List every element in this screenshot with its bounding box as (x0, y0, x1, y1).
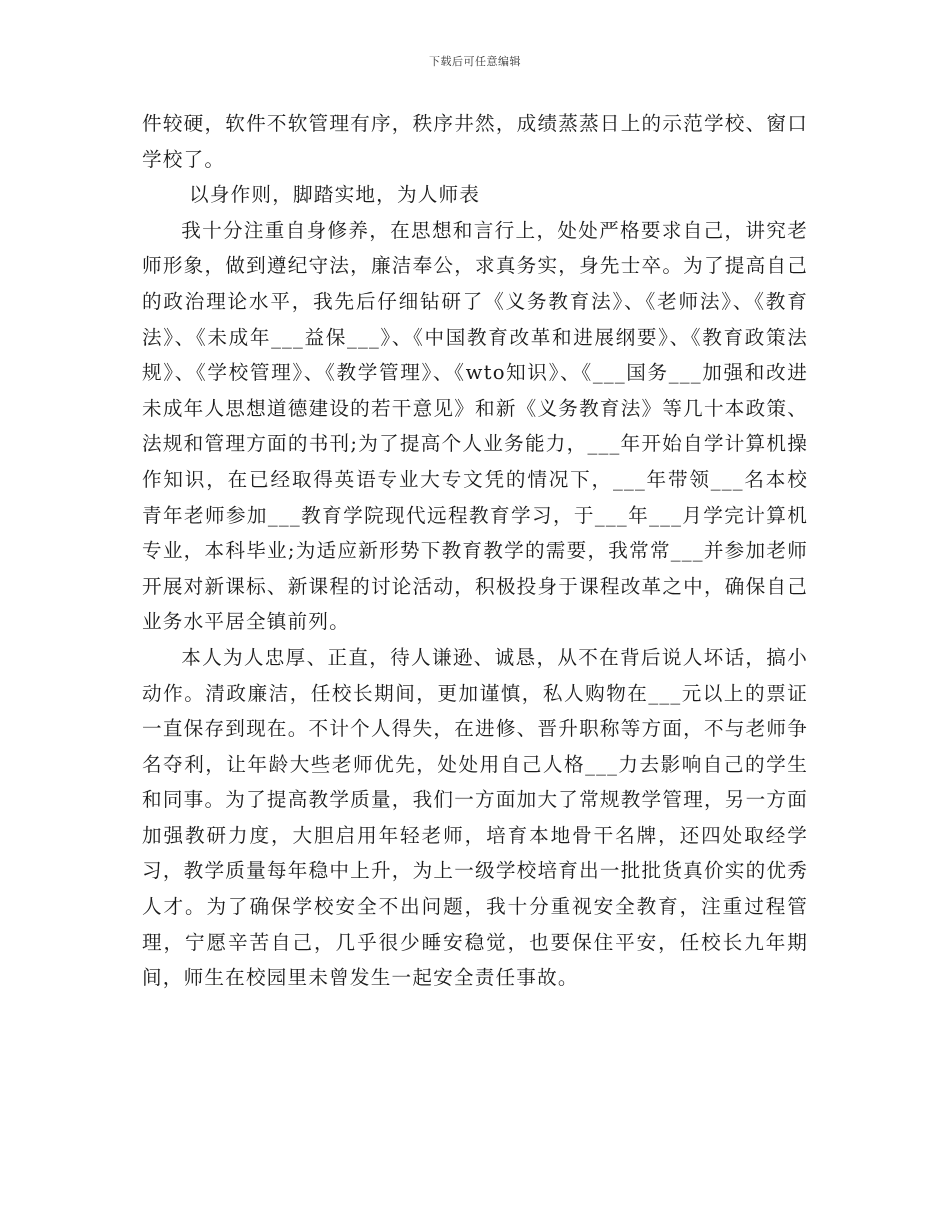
paragraph-continuation: 件较硬，软件不软管理有序，秩序井然，成绩蒸蒸日上的示范学校、窗口学校了。 (142, 112, 808, 171)
section-heading: 以身作则，脚踏实地，为人师表 (189, 183, 481, 207)
paragraph: 我十分注重自身修养，在思想和言行上，处处严格要求自己，讲究老师形象，做到遵纪守法，廉洁奉公，求真务实，身先士卒。为了提高自己的政治理论水平，我先后仔细钻研了《义务教育法》、《老师法》、《教育法》、《未成年___益保___》、《中国教育改革和进展纲要》、《教育政策法规》、《学校管理》、《教学管理》、《wto知识》、《___国务___加强和改进未成年人思想道德建设的若干意见》和新《义务教育法》等几十本政策、法规和管理方面的书刊;为了提高个人业务能力，___年开始自学计算机操作知识，在已经取得英语专业大专文凭的情况下，___年带领___名本校青年老师参加___教育学院现代远程教育学习，于___年___月学完计算机专业，本科毕业;为适应新形势下教育教学的需要，我常常___并参加老师开展对新课标、新课程的讨论活动，积极投身于课程改革之中，确保自己业务水平居全镇前列。 (142, 218, 808, 634)
page-header: 下载后可任意编辑 (429, 55, 521, 68)
paragraph: 本人为人忠厚、正直，待人谦逊、诚恳，从不在背后说人坏话，搞小动作。清政廉洁，任校长期间，更加谨慎，私人购物在___元以上的票证一直保存到现在。不计个人得失，在进修、晋升职称等方面，不与老师争名夺利，让年龄大些老师优先，处处用自己人格___力去影响自己的学生和同事。为了提高教学质量，我们一方面加大了常规教学管理，另一方面加强教研力度，大胆启用年轻老师，培育本地骨干名牌，还四处取经学习，教学质量每年稳中上升，为上一级学校培育出一批批货真价实的优秀人才。为了确保学校安全不出问题，我十分重视安全教育，注重过程管理，宁愿辛苦自己，几乎很少睡安稳觉，也要保住平安，任校长九年期间，师生在校园里未曾发生一起安全责任事故。 (142, 645, 808, 990)
document-body (142, 106, 808, 996)
